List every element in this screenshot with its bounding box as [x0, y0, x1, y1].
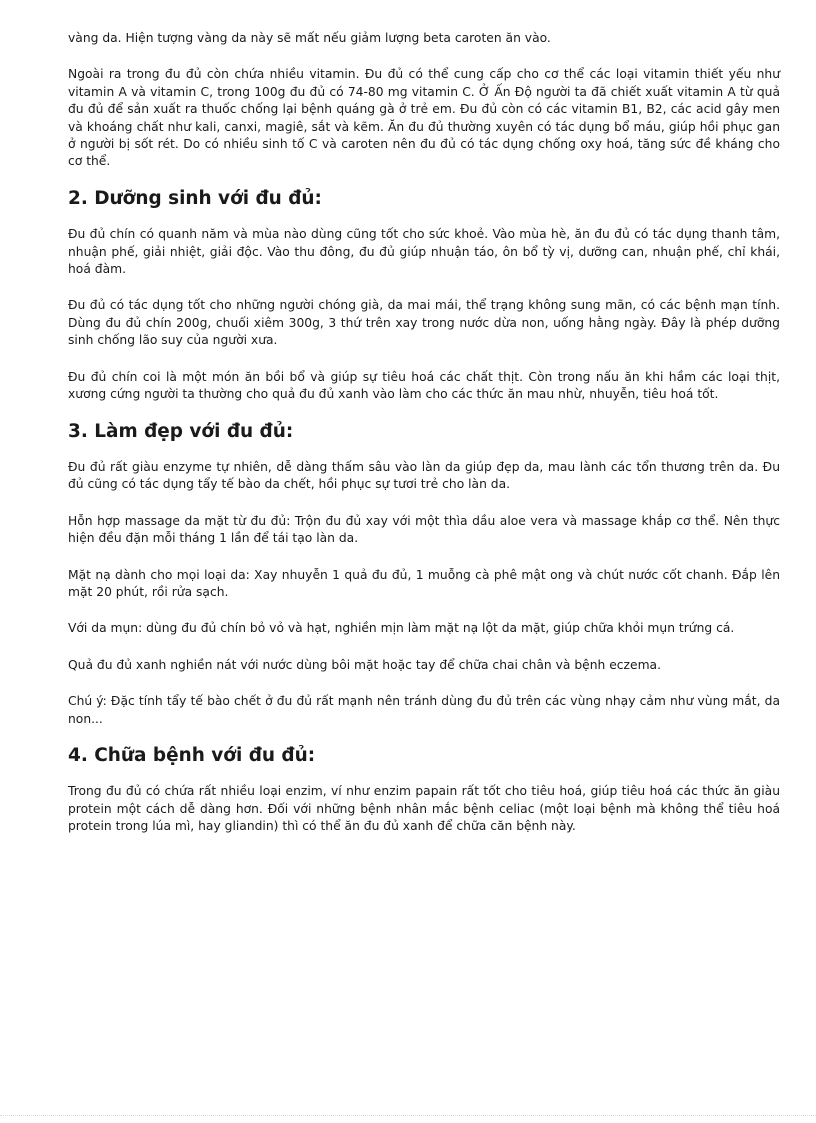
- document-page: [68, 30, 780, 855]
- paragraph-papain: Trong đu đủ có chứa rất nhiều loại enzim, ví như enzim papain rất tốt cho tiêu hoá, giúp tiêu hoá các thức ăn giàu protein một cách dễ dàng hơn. Đối với những bệnh nhân mắc bệnh celiac (một loại bệnh mà không thể tiêu hoá protein trong lúa mì, hay gliandin) thì có thể ăn đu đủ xanh để chữa căn bệnh này.: [68, 784, 780, 834]
- paragraph-vitamins: Ngoài ra trong đu đủ còn chứa nhiều vitamin. Đu đủ có thể cung cấp cho cơ thể các loại vitamin thiết yếu như vitamin A và vitamin C, trong 100g đu đủ có 74-80 mg vitamin C. Ở Ấn Độ người ta đã chiết xuất vitamin A từ quả đu đủ để sản xuất ra thuốc chống lại bệnh quáng gà ở trẻ em. Đu đủ còn có các vitamin B1, B2, các acid gây men và khoáng chất như kali, canxi, magiê, sắt và kẽm. Ăn đu đủ thường xuyên có tác dụng bổ máu, giúp hồi phục gan ở người bị sốt rét. Do có nhiều sinh tố C và caroten nên đu đủ có tác dụng chống oxy hoá, tăng sức đề kháng cho cơ thể.: [68, 67, 780, 169]
- section-heading-duong-sinh: 2. Dưỡng sinh với đu đủ:: [68, 187, 322, 209]
- paragraph-massage: Hỗn hợp massage da mặt từ đu đủ: Trộn đu đủ xay với một thìa dầu aloe vera và massage khắp cơ thể. Nên thực hiện đều đặn mỗi tháng 1 lần để tái tạo làn da.: [68, 513, 780, 546]
- paragraph-seasons: Đu đủ chín có quanh năm và mùa nào dùng cũng tốt cho sức khoẻ. Vào mùa hè, ăn đu đủ có tác dụng thanh tâm, nhuận phế, giải nhiệt, giải độc. Vào thu đông, đu đủ giúp nhuận táo, ôn bổ tỳ vị, dưỡng can, nhuận phế, chỉ khái, hoá đàm.: [68, 227, 780, 277]
- paragraph-face-mask: Mặt nạ dành cho mọi loại da: Xay nhuyễn 1 quả đu đủ, 1 muỗng cà phê mật ong và chút nước cốt chanh. Đắp lên mặt 20 phút, rồi rửa sạch.: [68, 567, 780, 599]
- page-bottom-divider: [0, 1115, 816, 1116]
- paragraph-caution: Chú ý: Đặc tính tẩy tế bào chết ở đu đủ rất mạnh nên tránh dùng đu đủ trên các vùng nhạy cảm như vùng mắt, da non...: [68, 694, 780, 726]
- paragraph-enzyme-skin: Đu đủ rất giàu enzyme tự nhiên, dễ dàng thấm sâu vào làn da giúp đẹp da, mau lành các tổn thương trên da. Đu đủ cũng có tác dụng tẩy tế bào da chết, hồi phục sự tươi trẻ cho làn da.: [68, 459, 780, 492]
- section-heading-chua-benh: 4. Chữa bệnh với đu đủ:: [68, 744, 316, 766]
- paragraph-eczema: Quả đu đủ xanh nghiền nát với nước dùng bôi mặt hoặc tay để chữa chai chân và bệnh eczema.: [68, 657, 661, 672]
- section-heading-lam-dep: 3. Làm đẹp với đu đủ:: [68, 420, 294, 442]
- paragraph-digestion-meat: Đu đủ chín coi là một món ăn bồi bổ và giúp sự tiêu hoá các chất thịt. Còn trong nấu ăn khi hầm các loại thịt, xương cứng người ta thường cho quả đu đủ xanh vào làm cho các thức ăn mau nhừ, nhuyễn, tiêu hoá tốt.: [68, 369, 780, 402]
- paragraph-anti-aging: Đu đủ có tác dụng tốt cho những người chóng già, da mai mái, thể trạng không sung mãn, có các bệnh mạn tính. Dùng đu đủ chín 200g, chuối xiêm 300g, 3 thứ trên xay trong nước dừa non, uống hằng ngày. Đây là phép dưỡng sinh chống lão suy của người xưa.: [68, 298, 780, 348]
- paragraph-acne: Với da mụn: dùng đu đủ chín bỏ vỏ và hạt, nghiền mịn làm mặt nạ lột da mặt, giúp chữa khỏi mụn trứng cá.: [68, 621, 735, 636]
- paragraph-beta-caroten: vàng da. Hiện tượng vàng da này sẽ mất nếu giảm lượng beta caroten ăn vào.: [68, 31, 551, 45]
